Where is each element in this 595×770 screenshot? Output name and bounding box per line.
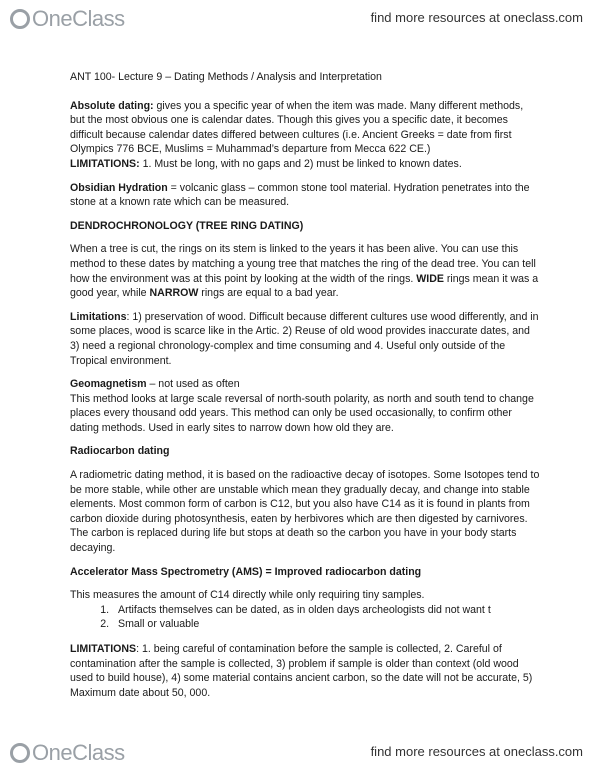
final-limitations-text: : 1. being careful of contamination before the sample is collected, 2. Careful of contamination after the sample is collected, 3) problem if sample is older than context (old wood used to build house), 4) some material contains ancient carbon, so the date will not be accurate, 5) Maximum date about 50, 000. — [70, 643, 533, 699]
resources-link[interactable]: find more resources at oneclass.com — [370, 744, 583, 759]
dendro-paragraph — [70, 242, 540, 300]
final-limitations-heading: LIMITATIONS — [70, 643, 137, 655]
geo-heading-line — [70, 377, 540, 392]
ams-list — [70, 603, 540, 632]
absolute-dating-heading: Absolute dating: — [70, 99, 154, 112]
limitations-paragraph — [70, 310, 540, 368]
obsidian-text: = volcanic glass – common stone tool material. Hydration penetrates into the stone at a known rate which can be measured. — [70, 181, 530, 209]
oneclass-logo[interactable] — [10, 740, 125, 766]
absolute-dating-paragraph — [70, 99, 540, 157]
document-body — [70, 70, 540, 709]
logo-text: OneClass — [32, 6, 125, 31]
dendro-heading: DENDROCHRONOLOGY (TREE RING DATING) — [70, 219, 304, 232]
geo-paragraph: This method looks at large scale reversal of north-south polarity, as north and south tend to change places every thousand odd years. This method can only be used occasionally, to confirm other dating methods. Used in early sites to narrow down how old they are. — [70, 392, 534, 434]
ams-heading: Accelerator Mass Spectrometry (AMS) = Improved radiocarbon dating — [70, 565, 422, 578]
list-item: 1. Artifacts themselves can be dated, as in olden days archeologists did not want t — [112, 603, 540, 618]
absolute-limitations-heading: LIMITATIONS: — [70, 157, 140, 170]
obsidian-heading: Obsidian Hydration — [70, 181, 168, 194]
logo-text: OneClass — [32, 740, 125, 765]
dendro-narrow: NARROW — [149, 287, 199, 300]
radiocarbon-paragraph: A radiometric dating method, it is based on the radioactive decay of isotopes. Some Isotopes tend to be more stable, while other are unstable which mean they gradually decay, and change into stable elements. Most common form of carbon is C12, but you also have C14 as it is found in plants from carbon dioxide during photosynthesis, eaten by herbivores which are then digested by carnivores. The carbon is replaced during life but stops at death so the carbon you have in your body starts decaying. — [70, 469, 540, 555]
geo-heading: Geomagnetism — [70, 378, 147, 391]
limitations-text: : 1) preservation of wood. Difficult because different cultures use wood differently, and in some places, wood is scarce like in the Artic. 2) Reuse of old wood provides inaccurate dates, and 3) need a regional chronology-complex and time consuming and 4. Useful only outside of the Tropical environment. — [70, 310, 539, 367]
final-limitations-paragraph — [70, 642, 540, 700]
absolute-limitations — [70, 157, 540, 172]
dendro-wide: WIDE — [416, 272, 444, 285]
oneclass-logo[interactable] — [10, 6, 125, 32]
list-item: 2. Small or valuable — [112, 617, 540, 632]
absolute-dating-text: gives you a specific year of when the item was made. Many different methods, but the most obvious one is calendar dates. Though this gives you a specific date, it becomes difficult because calendar dates differed between cultures (i.e. Ancient Greeks = date from first Olympics 776 BCE, Muslims = Muhammad’s departure from Mecca 622 CE.) — [70, 99, 524, 156]
logo-circle-icon — [10, 9, 30, 29]
dendro-text-3: rings are equal to a bad year. — [198, 287, 339, 300]
ams-paragraph: This measures the amount of C14 directly while only requiring tiny samples. — [70, 589, 425, 602]
page-header — [0, 0, 595, 40]
logo-circle-icon — [10, 743, 30, 763]
doc-title: ANT 100- Lecture 9 – Dating Methods / Analysis and Interpretation — [70, 71, 382, 83]
page-footer — [0, 730, 595, 770]
radiocarbon-heading: Radiocarbon dating — [70, 445, 170, 458]
dendro-text-2: rings mean it was a good year, while — [70, 272, 539, 300]
obsidian-paragraph — [70, 181, 540, 210]
dendro-text-1: When a tree is cut, the rings on its stem is linked to the years it has been alive. You can use this method to these dates by matching a young tree that matches the ring of the dead tree. You can tell how the environment was at this point by looking at the width of the rings. — [70, 243, 536, 285]
geo-heading-rest: – not used as often — [146, 378, 240, 391]
resources-link[interactable]: find more resources at oneclass.com — [370, 10, 583, 25]
absolute-limitations-text: 1. Must be long, with no gaps and 2) must be linked to known dates. — [139, 157, 462, 170]
limitations-heading: Limitations — [70, 310, 127, 323]
